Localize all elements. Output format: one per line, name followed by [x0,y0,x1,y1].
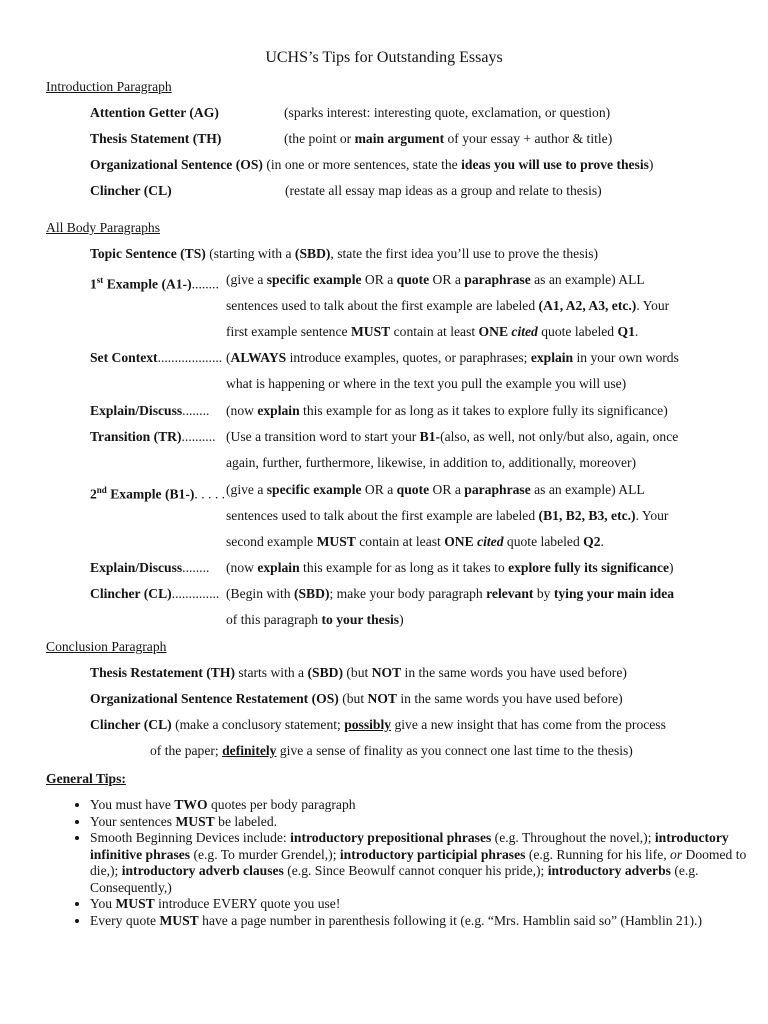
text-span: sentences used to talk about the first example are labeled [226,298,539,313]
emphasis: quote [396,482,430,497]
row-description: (restate all essay map ideas as a group and relate to thesis) [285,183,602,198]
label-part: 1 [90,276,97,292]
emphasis: ideas you will use to prove thesis [461,157,649,172]
emphasis: MUST [115,896,155,911]
row-label: Organizational Sentence Restatement (OS) [90,691,339,706]
text-span: (give a [226,482,267,497]
section-heading-conclusion: Conclusion Paragraph [46,639,167,654]
emphasis: MUST [350,324,391,339]
text-span: have a page number in parenthesis following it (e.g. “Mrs. Hamblin said so” (Hamblin 21).) [198,912,702,928]
text-span: Every quote [90,912,160,928]
text-span: You must have [90,797,175,812]
intro-clincher-row [90,182,602,200]
text-span: . Your [636,298,670,313]
body-explain-discuss-label [90,402,209,420]
row-description: (sparks interest: interesting quote, exclamation, or question) [284,105,611,120]
text-span: starts with a [234,665,308,680]
text-span: OR a [361,482,397,497]
row-label: Transition (TR) [90,429,182,444]
text-span: (now [226,403,258,418]
emphasis: explain [530,350,574,365]
list-item [90,896,752,913]
row-label: Clincher (CL) [90,183,172,198]
emphasis: introductory infinitive phrases [90,830,729,862]
emphasis: quote [396,272,430,287]
text-span: sentences used to talk about the first example are labeled [226,508,539,523]
text-span: ( [226,350,231,365]
emphasis: (B1, B2, B3, etc.) [538,508,636,523]
body-first-example-label [90,271,219,294]
row-label: Topic Sentence (TS) [90,246,206,261]
intro-attention-getter-row [90,104,610,122]
row-label: Organizational Sentence (OS) [90,157,263,172]
text-span: ) [669,560,674,575]
list-item [90,797,752,814]
body-topic-sentence-row [90,245,598,263]
label-part: 2 [90,486,97,502]
emphasis: explain [257,403,300,418]
emphasis: relevant [486,586,534,601]
section-heading-general-tips: General Tips: [46,771,126,786]
emphasis-underlined: definitely [222,743,277,758]
body-explain-discuss-text-2 [226,559,674,577]
text-span: . [634,324,639,339]
emphasis: ONE [444,534,474,549]
text-span: OR a [429,272,465,287]
emphasis: MUST [175,813,215,829]
text-span: (e.g. Consequently,) [90,863,699,895]
text-span: this example for as long as it takes to [299,560,509,575]
text-span: in your own words [573,350,679,365]
text-span: of this paragraph [226,612,322,627]
body-explain-discuss-text [226,402,668,420]
body-clincher-line-1 [226,585,674,603]
text-span: ) [648,157,654,172]
text-span: in the same words you have used before) [396,691,623,706]
body-clincher-line-2 [226,611,404,629]
general-tips-list [60,797,752,929]
emphasis: introductory prepositional phrases [290,830,492,845]
text-span: contain at least [355,534,445,549]
body-transition-line-1 [226,428,678,446]
body-second-example-line-2 [226,507,668,525]
text-span: as an example) ALL [530,482,645,497]
emphasis-italic: cited [511,324,538,339]
dot-leader: .......... [181,429,216,444]
page-title: UCHS’s Tips for Outstanding Essays [265,49,503,66]
emphasis: (A1, A2, A3, etc.) [538,298,637,313]
emphasis: introductory participial phrases [339,846,526,862]
emphasis: (SBD) [294,246,331,261]
dot-leader: .............. [171,586,220,601]
body-set-context-line-1 [226,349,679,367]
emphasis: ONE [478,324,509,339]
label-part: Example (B1-) [106,486,195,502]
label-part: Example (A1-) [103,276,192,292]
text-span: (e.g. Throughout the novel,); [491,830,655,845]
body-set-context-line-2: what is happening or where in the text you pull the example you will use) [226,376,627,391]
emphasis: TWO [174,797,208,812]
text-span: be labeled. [214,813,278,829]
text-span: introduce examples, quotes, or paraphrases; [286,350,531,365]
text-span: second example [226,534,317,549]
body-first-example-line-3 [226,323,638,341]
row-label: Thesis Statement (TH) [90,131,222,146]
dot-leader: ........ [182,560,210,575]
emphasis: NOT [371,665,402,680]
text-span: give a sense of finality as you connect one last time to the thesis) [276,743,633,758]
body-first-example-line-1 [226,271,645,289]
body-explain-discuss-label-2 [90,559,209,577]
text-span: (give a [226,272,267,287]
text-span: (e.g. Since Beowulf cannot conquer his pride,); [283,863,548,878]
text-span: (e.g. To murder Grendel,); [190,846,340,862]
intro-thesis-row [90,130,612,148]
text-span: . [600,534,604,549]
text-span: ; make your body paragraph [329,586,487,601]
text-span: (but [338,691,368,706]
text-span: (Use a transition word to start your [226,429,420,444]
text-span: quotes per body paragraph [207,797,356,812]
text-span: quote labeled [503,534,584,549]
conclusion-clincher-line-2 [150,742,633,760]
emphasis: ALWAYS [230,350,287,365]
text-span: of your essay + author & title) [444,131,613,146]
dot-leader: ................... [157,350,223,365]
text-span: . Your [635,508,669,523]
row-label: Set Context [90,350,158,365]
text-span: (make a conclusory statement; [171,717,345,732]
text-span: (Begin with [226,586,294,601]
emphasis: introductory adverbs [547,863,671,878]
body-clincher-label [90,585,219,603]
ordinal-suffix: st [96,275,104,285]
dot-leader: ........ [191,276,219,292]
emphasis: (SBD) [307,665,343,680]
emphasis: Q1 [617,324,635,339]
emphasis: MUST [159,912,199,928]
emphasis-underlined: possibly [344,717,392,732]
text-span: (but [342,665,372,680]
body-transition-label [90,428,216,446]
text-span: first example sentence [226,324,351,339]
conclusion-thesis-row [90,664,627,682]
list-item [90,814,752,831]
row-label: Clincher (CL) [90,586,172,601]
text-span: give a new insight that has come from the process [391,717,666,732]
intro-organizational-row [90,156,653,174]
emphasis: introductory adverb clauses [121,863,284,878]
section-heading-introduction: Introduction Paragraph [46,79,172,94]
emphasis: tying your main idea [553,586,675,601]
text-span: (in one or more sentences, state the [262,157,462,172]
emphasis: to your thesis [321,612,400,627]
dot-leader: . . . . . [194,486,226,502]
text-span: (also, as well, not only/but also, again, once [440,429,679,444]
emphasis: explore fully its significance [508,560,670,575]
row-label: Attention Getter (AG) [90,105,219,120]
text-span: this example for as long as it takes to explore fully its significance) [299,403,668,418]
text-span: OR a [361,272,397,287]
text-span: , state the first idea you’ll use to prove the thesis) [330,246,599,261]
emphasis: paraphrase [464,482,531,497]
conclusion-organizational-row [90,690,623,708]
row-label: Explain/Discuss [90,560,183,575]
emphasis: Q2 [583,534,601,549]
body-transition-line-2: again, further, furthermore, likewise, in addition to, additionally, moreover) [226,455,637,470]
row-label: Thesis Restatement (TH) [90,665,235,680]
body-second-example-line-3 [226,533,604,551]
emphasis: paraphrase [464,272,531,287]
emphasis: (SBD) [293,586,330,601]
text-span: by [533,586,554,601]
body-set-context-label [90,349,222,367]
text-span: (e.g. Running for his life, [525,846,671,862]
emphasis: MUST [316,534,356,549]
body-second-example-label [90,481,225,504]
emphasis: explain [257,560,300,575]
row-label: Clincher (CL) [90,717,172,732]
emphasis-italic: or [670,846,683,862]
body-second-example-line-1 [226,481,645,499]
list-item [90,830,752,896]
text-span: introduce EVERY quote you use! [154,896,341,911]
emphasis-italic: cited [477,534,504,549]
text-span: You [90,896,116,911]
text-span: Doomed to die,); [90,846,747,878]
emphasis: main argument [354,131,445,146]
emphasis: B1- [419,429,441,444]
dot-leader: ........ [182,403,210,418]
text-span: ) [399,612,404,627]
emphasis: specific example [266,482,362,497]
list-item [90,913,752,930]
conclusion-clincher-line-1 [90,716,666,734]
text-span: as an example) ALL [530,272,645,287]
body-first-example-line-2 [226,297,669,315]
text-span: contain at least [390,324,479,339]
text-span: (the point or [284,131,355,146]
emphasis: NOT [367,691,397,706]
ordinal-suffix: nd [96,485,107,495]
text-span: Smooth Beginning Devices include: [90,830,291,845]
section-heading-body: All Body Paragraphs [46,220,161,235]
text-span: OR a [429,482,465,497]
row-label: Explain/Discuss [90,403,183,418]
text-span: quote labeled [537,324,618,339]
text-span: (starting with a [205,246,295,261]
text-span: in the same words you have used before) [401,665,627,680]
text-span: Your sentences [90,813,176,829]
text-span: (now [226,560,258,575]
emphasis: specific example [266,272,362,287]
text-span: of the paper; [150,743,223,758]
